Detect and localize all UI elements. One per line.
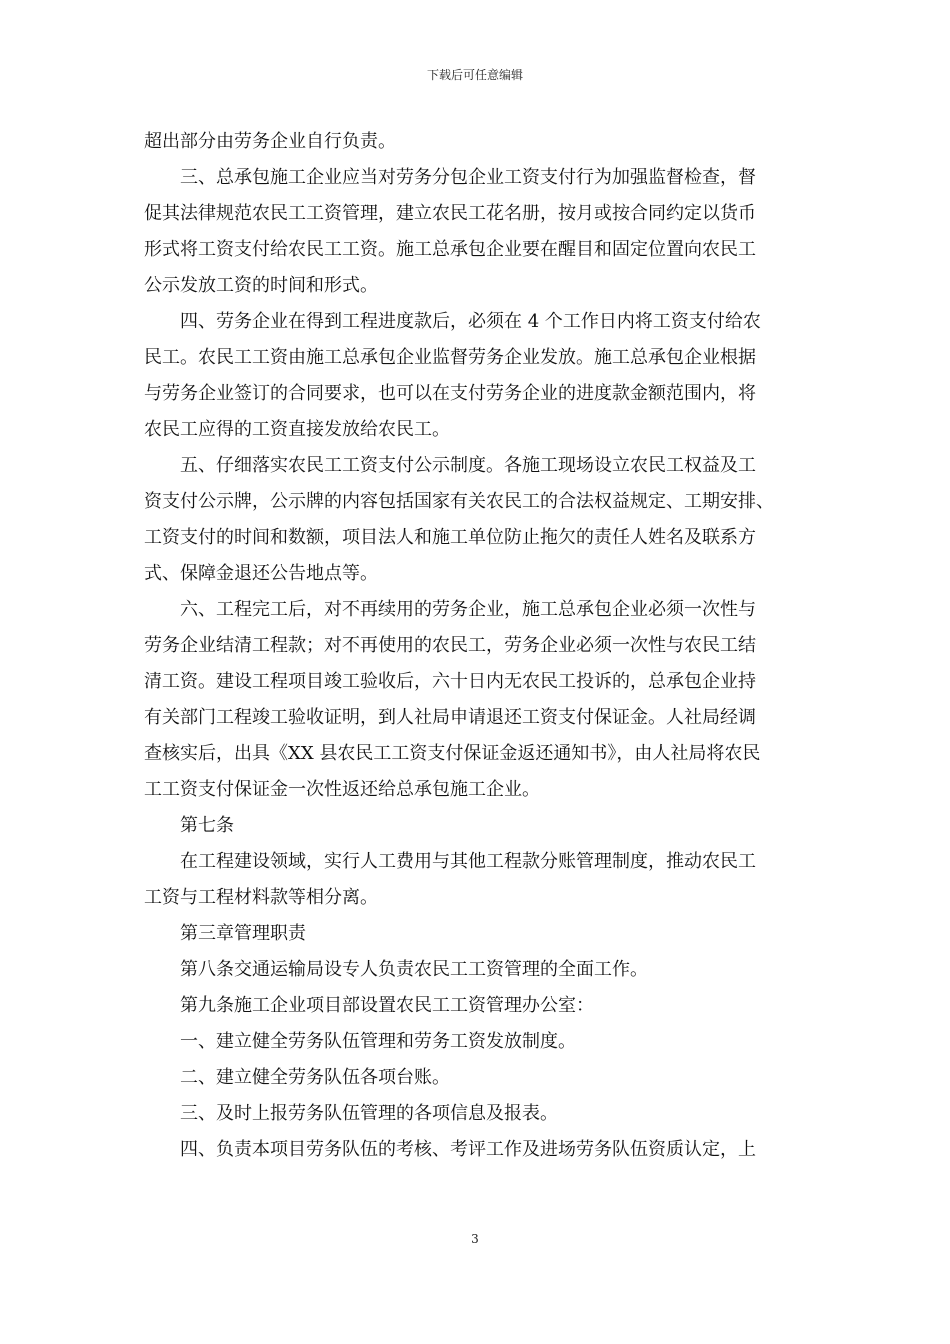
text-line: 五、仔细落实农民工工资支付公示制度。各施工现场设立农民工权益及工 [180,455,756,476]
text-line: 超出部分由劳务企业自行负责。 [144,131,396,152]
text-line: 促其法律规范农民工工资管理，建立农民工花名册，按月或按合同约定以货币 [144,203,756,224]
document-body [144,124,812,1168]
text-line: 六、工程完工后，对不再续用的劳务企业，施工总承包企业必须一次性与 [180,599,756,620]
text-line: 在工程建设领域，实行人工费用与其他工程款分账管理制度，推动农民工 [180,851,756,872]
text-line: 第七条 [180,815,234,836]
text-line: 工资支付的时间和数额，项目法人和施工单位防止拖欠的责任人姓名及联系方 [144,527,756,548]
text-line: 三、及时上报劳务队伍管理的各项信息及报表。 [180,1103,558,1124]
text-line: 劳务企业结清工程款；对不再使用的农民工，劳务企业必须一次性与农民工结 [144,635,756,656]
page-number: 3 [471,1232,479,1246]
text-line: 农民工应得的工资直接发放给农民工。 [144,419,450,440]
text-line: 第八条交通运输局设专人负责农民工工资管理的全面工作。 [180,959,648,980]
text-line: 工工资支付保证金一次性返还给总承包施工企业。 [144,779,540,800]
page-header: 下载后可任意编辑 [426,68,523,82]
text-line: 四、劳务企业在得到工程进度款后，必须在 4 个工作日内将工资支付给农 [180,311,761,332]
text-line: 第三章管理职责 [180,923,306,944]
text-line: 民工。农民工工资由施工总承包企业监督劳务企业发放。施工总承包企业根据 [144,347,756,368]
text-line: 三、总承包施工企业应当对劳务分包企业工资支付行为加强监督检查，督 [180,167,756,188]
text-line: 四、负责本项目劳务队伍的考核、考评工作及进场劳务队伍资质认定，上 [180,1139,756,1160]
text-line: 形式将工资支付给农民工工资。施工总承包企业要在醒目和固定位置向农民工 [144,239,756,260]
text-line: 清工资。建设工程项目竣工验收后，六十日内无农民工投诉的，总承包企业持 [144,671,756,692]
text-line: 资支付公示牌，公示牌的内容包括国家有关农民工的合法权益规定、工期安排、 [144,491,774,512]
text-line: 第九条施工企业项目部设置农民工工资管理办公室： [180,995,594,1016]
text-line: 式、保障金退还公告地点等。 [144,563,378,584]
text-line: 二、建立健全劳务队伍各项台账。 [180,1067,450,1088]
text-line: 与劳务企业签订的合同要求，也可以在支付劳务企业的进度款金额范围内，将 [144,383,756,404]
text-line: 查核实后，出具《XX 县农民工工资支付保证金返还通知书》，由人社局将农民 [144,743,761,764]
text-line: 公示发放工资的时间和形式。 [144,275,378,296]
text-line: 工资与工程材料款等相分离。 [144,887,378,908]
text-line: 有关部门工程竣工验收证明，到人社局申请退还工资支付保证金。人社局经调 [144,707,756,728]
text-line: 一、建立健全劳务队伍管理和劳务工资发放制度。 [180,1031,576,1052]
